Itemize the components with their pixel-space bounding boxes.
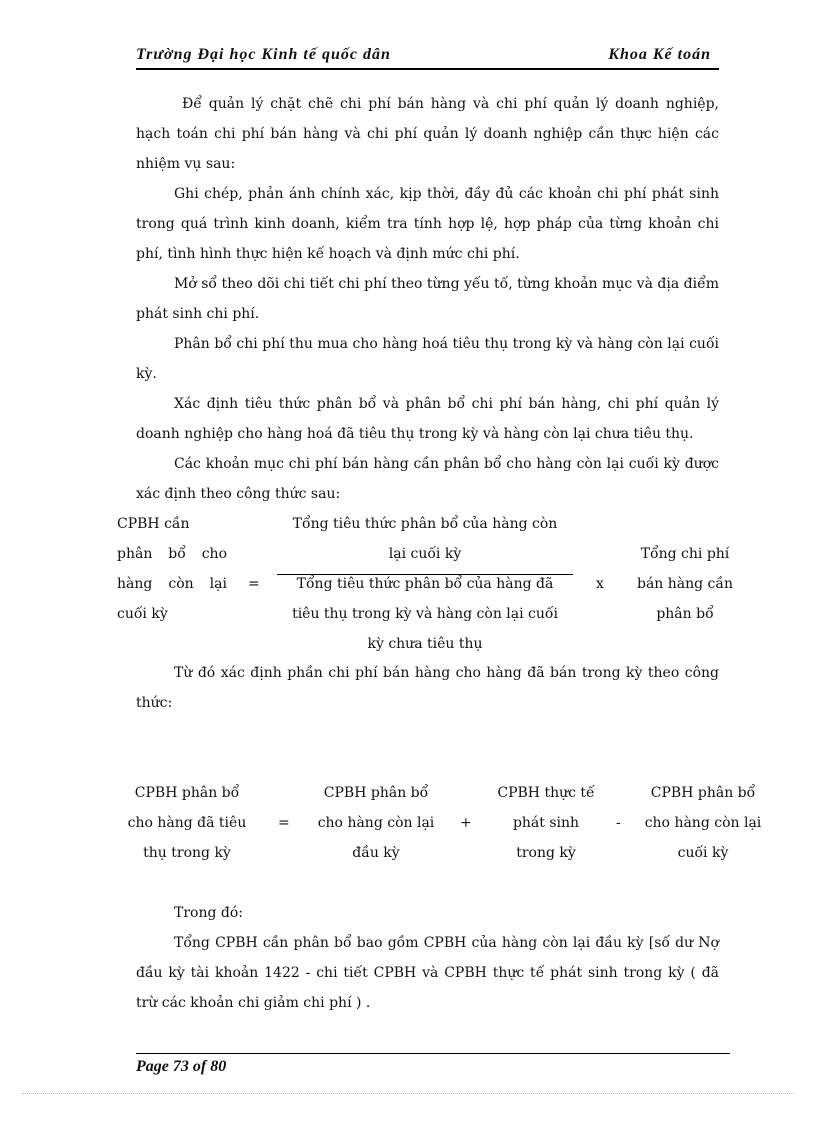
- formula2-equals: =: [278, 815, 290, 831]
- formula2-term-3: [475, 778, 617, 868]
- formula1-lhs-line-4: cuối kỳ: [117, 606, 168, 622]
- formula2-minus: -: [616, 815, 621, 831]
- paragraph-formula-intro: Các khoản mục chi phí bán hàng cần phân bổ cho hàng còn lại cuối kỳ được xác định theo công thức sau:: [136, 456, 719, 502]
- formula1-numerator-line-2: lại cuối kỳ: [388, 546, 462, 562]
- formula1-rhs-line-3: phân bổ: [656, 606, 714, 622]
- formula2-term-1: [116, 778, 258, 868]
- formula1-rhs-line-2: bán hàng cần: [636, 576, 733, 592]
- paragraph-task-3: Phân bổ chi phí thu mua cho hàng hoá tiêu thụ trong kỳ và hàng còn lại cuối kỳ.: [136, 336, 719, 382]
- formula2-term-4-line-1: CPBH phân bổ: [650, 785, 756, 801]
- formula1-denominator-line-3: kỳ chưa tiêu thụ: [367, 636, 483, 652]
- formula1-rhs: [632, 539, 738, 629]
- formula1-denominator: [277, 569, 573, 659]
- formula2-plus: +: [460, 815, 472, 831]
- formula1-numerator: [277, 509, 573, 569]
- formula1-denominator-line-2: tiêu thụ trong kỳ và hàng còn lại cuối: [292, 606, 558, 622]
- paragraph-task-1: Ghi chép, phản ánh chính xác, kịp thời, đầy đủ các khoản chi phí phát sinh trong quá trình kinh doanh, kiểm tra tính hợp lệ, hợp pháp của từng khoản chi phí, tình hình thực hiện kế hoạch và định mức chi phí.: [136, 186, 719, 262]
- formula2-term-1-line-2: cho hàng đã tiêu: [127, 815, 247, 831]
- paragraph-task-4: Xác định tiêu thức phân bổ và phân bổ chi phí bán hàng, chi phí quản lý doanh nghiệp cho hàng hoá đã tiêu thụ trong kỳ và hàng còn lại chưa tiêu thụ.: [136, 396, 719, 442]
- formula2-term-2-line-1: CPBH phân bổ: [323, 785, 429, 801]
- formula2-term-1-line-3: thụ trong kỳ: [143, 845, 231, 861]
- formula1-times: x: [596, 576, 604, 592]
- header-university: Trường Đại học Kinh tế quốc dân: [136, 46, 391, 63]
- formula2-term-4-line-2: cho hàng còn lại: [644, 815, 762, 831]
- paragraph-formula2-intro: Từ đó xác định phần chi phí bán hàng cho hàng đã bán trong kỳ theo công thức:: [136, 665, 719, 711]
- header-faculty: Khoa Kế toán: [608, 46, 711, 63]
- paragraph-where: Trong đó:: [174, 905, 243, 921]
- formula1-lhs-line-2: phân bổ cho: [117, 546, 227, 562]
- formula2-term-1-line-1: CPBH phân bổ: [134, 785, 240, 801]
- formula2-term-4-line-3: cuối kỳ: [677, 845, 729, 861]
- paragraph-total-cpbh: Tổng CPBH cần phân bổ bao gồm CPBH của hàng còn lại đầu kỳ [số dư Nợ đầu kỳ tài khoản 1422 - chi tiết CPBH và CPBH thực tế phát sinh trong kỳ ( đã trừ các khoản chi giảm chi phí ) .: [136, 935, 719, 1011]
- formula2-term-3-line-3: trong kỳ: [516, 845, 576, 861]
- formula2-term-2-line-2: cho hàng còn lại: [317, 815, 435, 831]
- page-number: Page 73 of 80: [136, 1058, 227, 1075]
- formula2-term-2-line-3: đầu kỳ: [352, 845, 400, 861]
- formula1-lhs-line-1: CPBH cần: [117, 516, 190, 532]
- formula1-rhs-line-1: Tổng chi phí: [640, 546, 730, 562]
- body-bottom: [136, 898, 719, 1018]
- formula2-term-2: [305, 778, 447, 868]
- formula1-lhs-line-3: hàng còn lại: [117, 576, 227, 592]
- footer-divider: [136, 1053, 730, 1054]
- formula1-denominator-line-1: Tổng tiêu thức phân bổ của hàng đã: [296, 576, 554, 592]
- formula2-term-4: [632, 778, 774, 868]
- formula1-lhs: [117, 509, 227, 629]
- formula1-numerator-line-1: Tổng tiêu thức phân bổ của hàng còn: [292, 516, 558, 532]
- page-header: [136, 44, 719, 70]
- page-bottom-dotted-border: [22, 1093, 794, 1094]
- paragraph-intro: Để quản lý chặt chẽ chi phí bán hàng và chi phí quản lý doanh nghiệp, hạch toán chi phí bán hàng và chi phí quản lý doanh nghiệp cần thực hiện các nhiệm vụ sau:: [136, 96, 719, 172]
- body-mid: [136, 658, 719, 718]
- formula2-term-3-line-2: phát sinh: [512, 815, 580, 831]
- body-top: [136, 89, 719, 509]
- formula1-equals: =: [248, 576, 260, 592]
- paragraph-task-2: Mở sổ theo dõi chi tiết chi phí theo từng yếu tố, từng khoản mục và địa điểm phát sinh chi phí.: [136, 276, 719, 322]
- formula2-term-3-line-1: CPBH thực tế: [497, 785, 595, 801]
